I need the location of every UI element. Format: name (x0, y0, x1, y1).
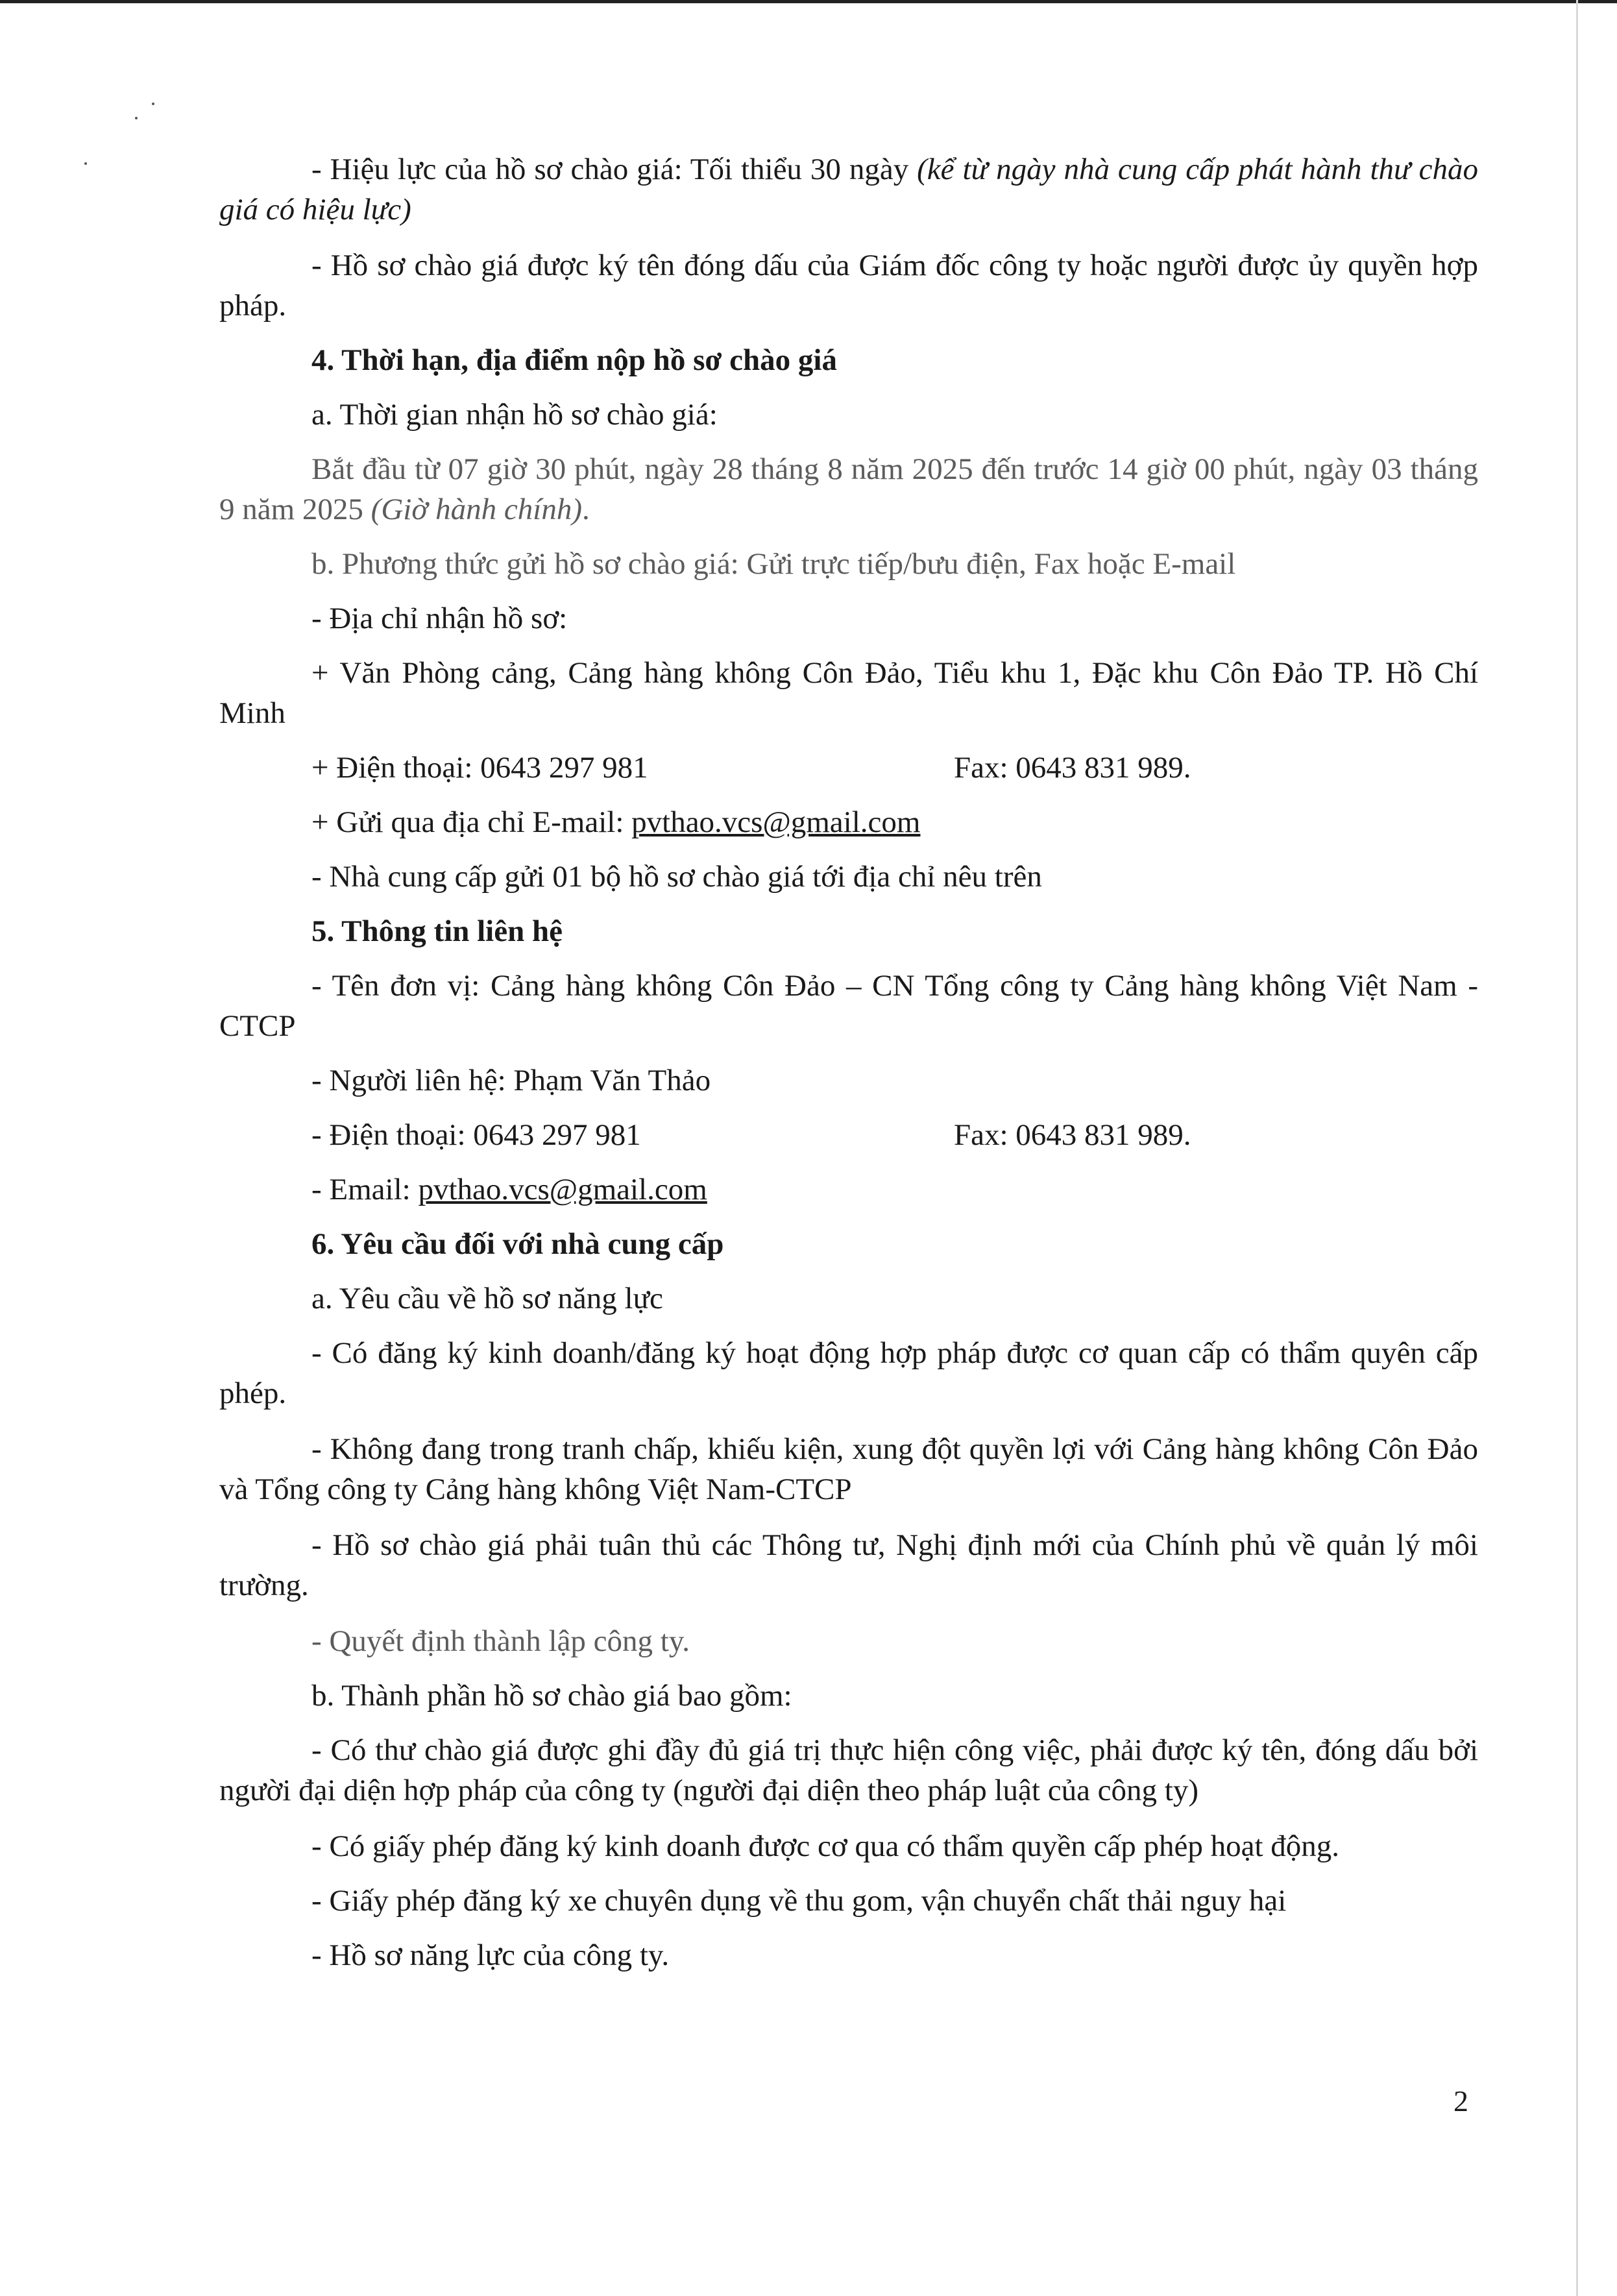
paragraph-business-license: - Có giấy phép đăng ký kinh doanh được cơ qua có thẩm quyền cấp phép hoạt động. (311, 1829, 1340, 1863)
scan-edge-right (1576, 0, 1578, 2296)
contact-row-office (219, 748, 1478, 788)
email-contact-label: - Email: (311, 1173, 419, 1206)
paragraph-unit-name: - Tên đơn vị: Cảng hàng không Côn Đảo – CN Tổng công ty Cảng hàng không Việt Nam - CTCP (219, 969, 1478, 1043)
heading-section-6: 6. Yêu cầu đối với nhà cung cấp (311, 1227, 724, 1261)
schedule-end: . (581, 493, 590, 526)
paragraph-contact-person: - Người liên hệ: Phạm Văn Thảo (311, 1064, 711, 1097)
schedule-note: (Giờ hành chính) (371, 493, 582, 526)
paragraph-business-registration: - Có đăng ký kinh doanh/đăng ký hoạt động hợp pháp được cơ quan cấp có thẩm quyên cấp phép. (219, 1336, 1478, 1410)
paragraph-receiving-time: a. Thời gian nhận hồ sơ chào giá: (311, 398, 718, 432)
validity-text: - Hiệu lực của hồ sơ chào giá: Tối thiểu 30 ngày (311, 153, 918, 186)
paragraph-validity (219, 149, 1478, 230)
paragraph-submission-method: b. Phương thức gửi hồ sơ chào giá: Gửi trực tiếp/bưu điện, Fax hoặc E-mail (311, 547, 1236, 581)
contact-row-person (219, 1115, 1478, 1155)
heading-section-4: 4. Thời hạn, địa điểm nộp hồ sơ chào giá (311, 343, 837, 377)
paragraph-components: b. Thành phần hồ sơ chào giá bao gồm: (311, 1679, 792, 1713)
scan-edge-top (0, 0, 1617, 3)
email-office-label: + Gửi qua địa chỉ E-mail: (311, 805, 632, 839)
fax-contact: Fax: 0643 831 989. (954, 1118, 1191, 1152)
schedule-text: Bắt đầu từ 07 giờ 30 phút, ngày 28 tháng 8 năm 2025 đến trước 14 giờ 00 phút, ngày 03 tháng 9 năm 2025 (219, 452, 1478, 526)
paragraph-no-dispute: - Không đang trong tranh chấp, khiếu kiện, xung đột quyền lợi với Cảng hàng không Côn Đảo và Tổng công ty Cảng hàng không Việt Nam-CTCP (219, 1432, 1478, 1506)
validity-note: (kể từ ngày nhà cung cấp phát hành thư chào giá có hiệu lực) (219, 153, 1478, 226)
phone-office: + Điện thoại: 0643 297 981 (311, 751, 648, 785)
heading-section-5: 5. Thông tin liên hệ (311, 914, 563, 948)
paragraph-address: + Văn Phòng cảng, Cảng hàng không Côn Đảo, Tiểu khu 1, Đặc khu Côn Đảo TP. Hồ Chí Minh (219, 656, 1478, 730)
paragraph-quote-letter: - Có thư chào giá được ghi đầy đủ giá trị thực hiện công việc, phải được ký tên, đóng dấu bởi người đại diện hợp pháp của công ty (người đại diện theo pháp luật của công ty) (219, 1733, 1478, 1807)
paragraph-establishment: - Quyết định thành lập công ty. (311, 1624, 690, 1658)
paragraph-company-profile: - Hồ sơ năng lực của công ty. (311, 1938, 670, 1972)
paragraph-copies: - Nhà cung cấp gửi 01 bộ hồ sơ chào giá tới địa chỉ nêu trên (311, 860, 1042, 894)
email-link-contact[interactable]: pvthao.vcs@gmail.com (418, 1173, 707, 1206)
paragraph-vehicle-license: - Giấy phép đăng ký xe chuyên dụng về thu gom, vận chuyển chất thải nguy hại (311, 1884, 1287, 1918)
paragraph-schedule (219, 449, 1478, 530)
paragraph-email-contact (219, 1169, 1478, 1210)
paragraph-signature: - Hồ sơ chào giá được ký tên đóng dấu của Giám đốc công ty hoặc người được ủy quyền hợp pháp. (219, 249, 1478, 323)
phone-contact: - Điện thoại: 0643 297 981 (311, 1118, 641, 1152)
document-page (219, 149, 1478, 1975)
paragraph-compliance: - Hồ sơ chào giá phải tuân thủ các Thông tư, Nghị định mới của Chính phủ về quản lý môi trường. (219, 1528, 1478, 1602)
paragraph-address-label: - Địa chỉ nhận hồ sơ: (311, 602, 568, 635)
fax-office: Fax: 0643 831 989. (954, 751, 1191, 785)
email-link-office[interactable]: pvthao.vcs@gmail.com (631, 805, 921, 839)
paragraph-email-office (219, 802, 1478, 842)
paragraph-capacity-req: a. Yêu cầu về hồ sơ năng lực (311, 1282, 663, 1315)
scan-specks (84, 97, 162, 175)
page-number: 2 (1453, 2084, 1468, 2118)
